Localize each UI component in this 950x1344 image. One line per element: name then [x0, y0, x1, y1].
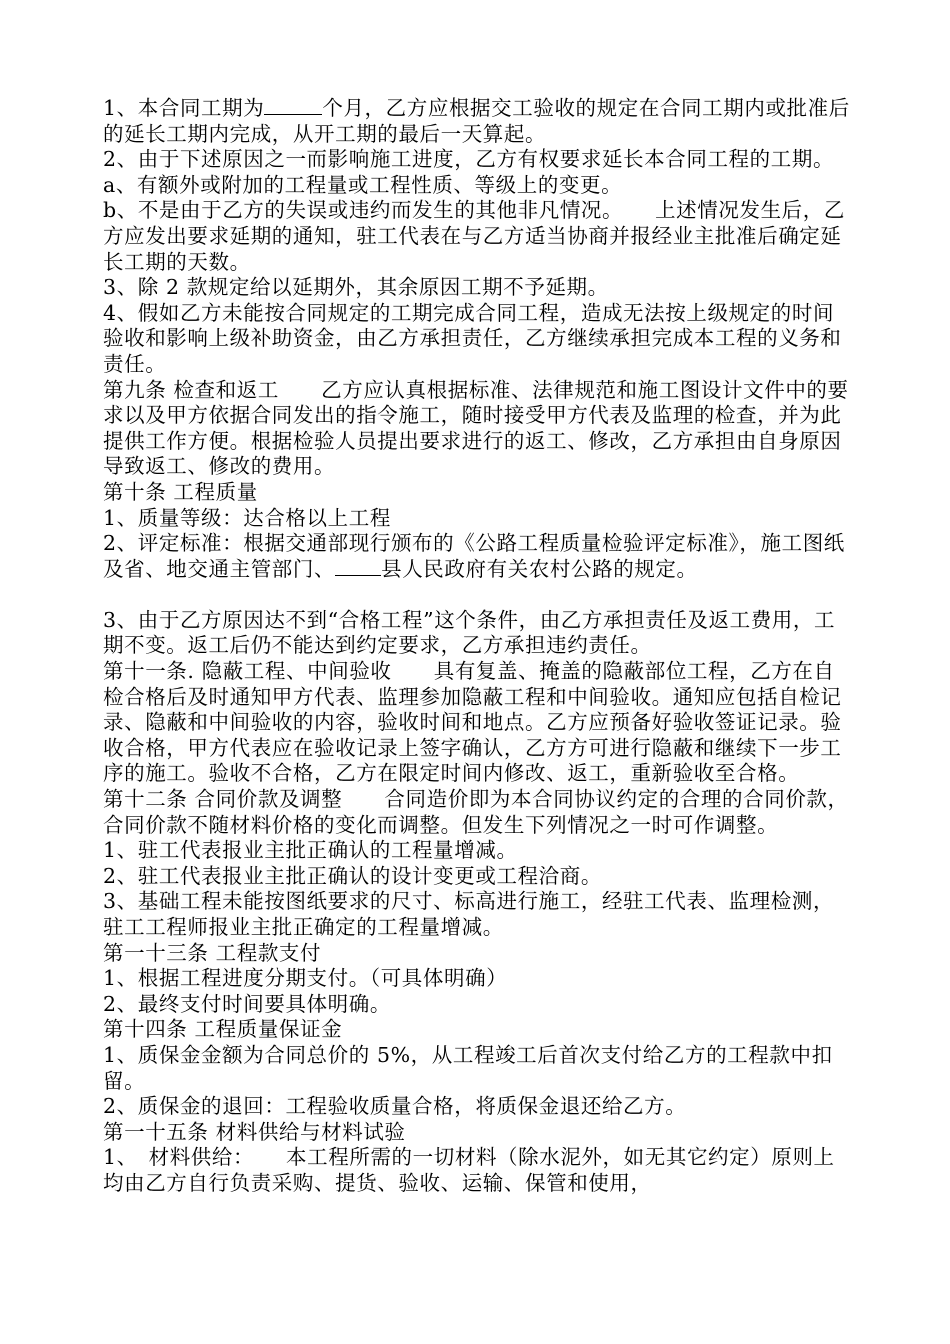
paragraph-14: 1、驻工代表报业主批正确认的工程量增减。	[103, 838, 518, 863]
paragraph-10: 2、评定标准：根据交通部现行颁布的《公路工程质量检验评定标准》，施工图纸及省、地交通主管部门、 县人民政府有关农村公路的规定。	[103, 531, 845, 581]
paragraph-4: b、不是由于乙方的失误或违约而发生的其他非凡情况。 上述情况发生后，乙方应发出要求延期的通知，驻工代表在与乙方适当协商并报经业主批准后确定延长工期的天数。	[103, 198, 845, 274]
paragraph-21: 1、质保金金额为合同总价的 5%，从工程竣工后首次支付给乙方的工程款中扣留。	[103, 1042, 833, 1093]
paragraph-5: 3、除 2 款规定给以延期外，其余原因工期不予延期。	[103, 275, 609, 300]
paragraph-18: 1、根据工程进度分期支付。（可具体明确）	[103, 966, 508, 991]
paragraph-16: 3、基础工程未能按图纸要求的尺寸、标高进行施工，经驻工代表、监理检测，驻工工程师报业主批正确定的工程量增减。	[103, 889, 835, 939]
article-15-heading: 第一十五条 材料供给与材料试验	[103, 1119, 406, 1144]
article-10-heading: 第十条 工程质量	[103, 479, 258, 504]
paragraph-22: 2、质保金的退回：工程验收质量合格，将质保金退还给乙方。	[103, 1094, 687, 1119]
paragraph-6: 4、假如乙方未能按合同规定的工期完成合同工程，造成无法按上级规定的时间验收和影响上级补助资金，由乙方承担责任，乙方继续承担完成本工程的义务和责任。	[103, 300, 842, 376]
paragraph-15: 2、驻工代表报业主批正确认的设计变更或工程洽商。	[103, 863, 602, 888]
document-page	[103, 96, 853, 1197]
paragraph-9: 1、质量等级：达合格以上工程	[103, 505, 391, 530]
paragraph-2: 2、由于下述原因之一而影响施工进度，乙方有权要求延长本合同工程的工期。	[103, 147, 835, 172]
article-12: 第十二条 合同价款及调整 合同造价即为本合同协议约定的合理的合同价款，合同价款不随材料价格的变化而调整。但发生下列情况之一时可作调整。	[103, 787, 849, 837]
paragraph-3: a、有额外或附加的工程量或工程性质、等级上的变更。	[103, 172, 623, 197]
article-9: 第九条 检查和返工 乙方应认真根据标准、法律规范和施工图设计文件中的要求以及甲方依据合同发出的指令施工，随时接受甲方代表及监理的检查，并为此提供工作方便。根据检验人员提出要求进行的返工、修改，乙方承担由自身原因导致返工、修改的费用。	[103, 377, 849, 479]
article-13-heading: 第一十三条 工程款支付	[103, 940, 322, 965]
article-11: 第十一条. 隐蔽工程、中间验收 具有复盖、掩盖的隐蔽部位工程，乙方在自检合格后及时通知甲方代表、监理参加隐蔽工程和中间验收。通知应包括自检记录、隐蔽和中间验收的内容，验收时间和地点。乙方应预备好验收签证记录。验收合格，甲方代表应在验收记录上签字确认，乙方方可进行隐蔽和继续下一步工序的施工。验收不合格，乙方在限定时间内修改、返工，重新验收至合格。	[103, 659, 842, 786]
blank-underline	[335, 557, 381, 576]
paragraph-19: 2、最终支付时间要具体明确。	[103, 991, 391, 1016]
blank-underline	[264, 96, 322, 115]
article-14-heading: 第十四条 工程质量保证金	[103, 1017, 343, 1042]
paragraph-24: 1、 材料供给： 本工程所需的一切材料（除水泥外，如无其它约定）原则上均由乙方自行负责采购、提货、验收、运输、保管和使用，	[103, 1145, 835, 1195]
paragraph-1: 1、本合同工期为 个月，乙方应根据交工验收的规定在合同工期内或批准后的延长工期内完成，从开工期的最后一天算起。	[103, 96, 850, 146]
blank-line	[103, 582, 853, 608]
paragraph-11: 3、由于乙方原因达不到“合格工程”这个条件，由乙方承担责任及返工费用，工期不变。返工后仍不能达到约定要求，乙方承担违约责任。	[103, 607, 836, 658]
